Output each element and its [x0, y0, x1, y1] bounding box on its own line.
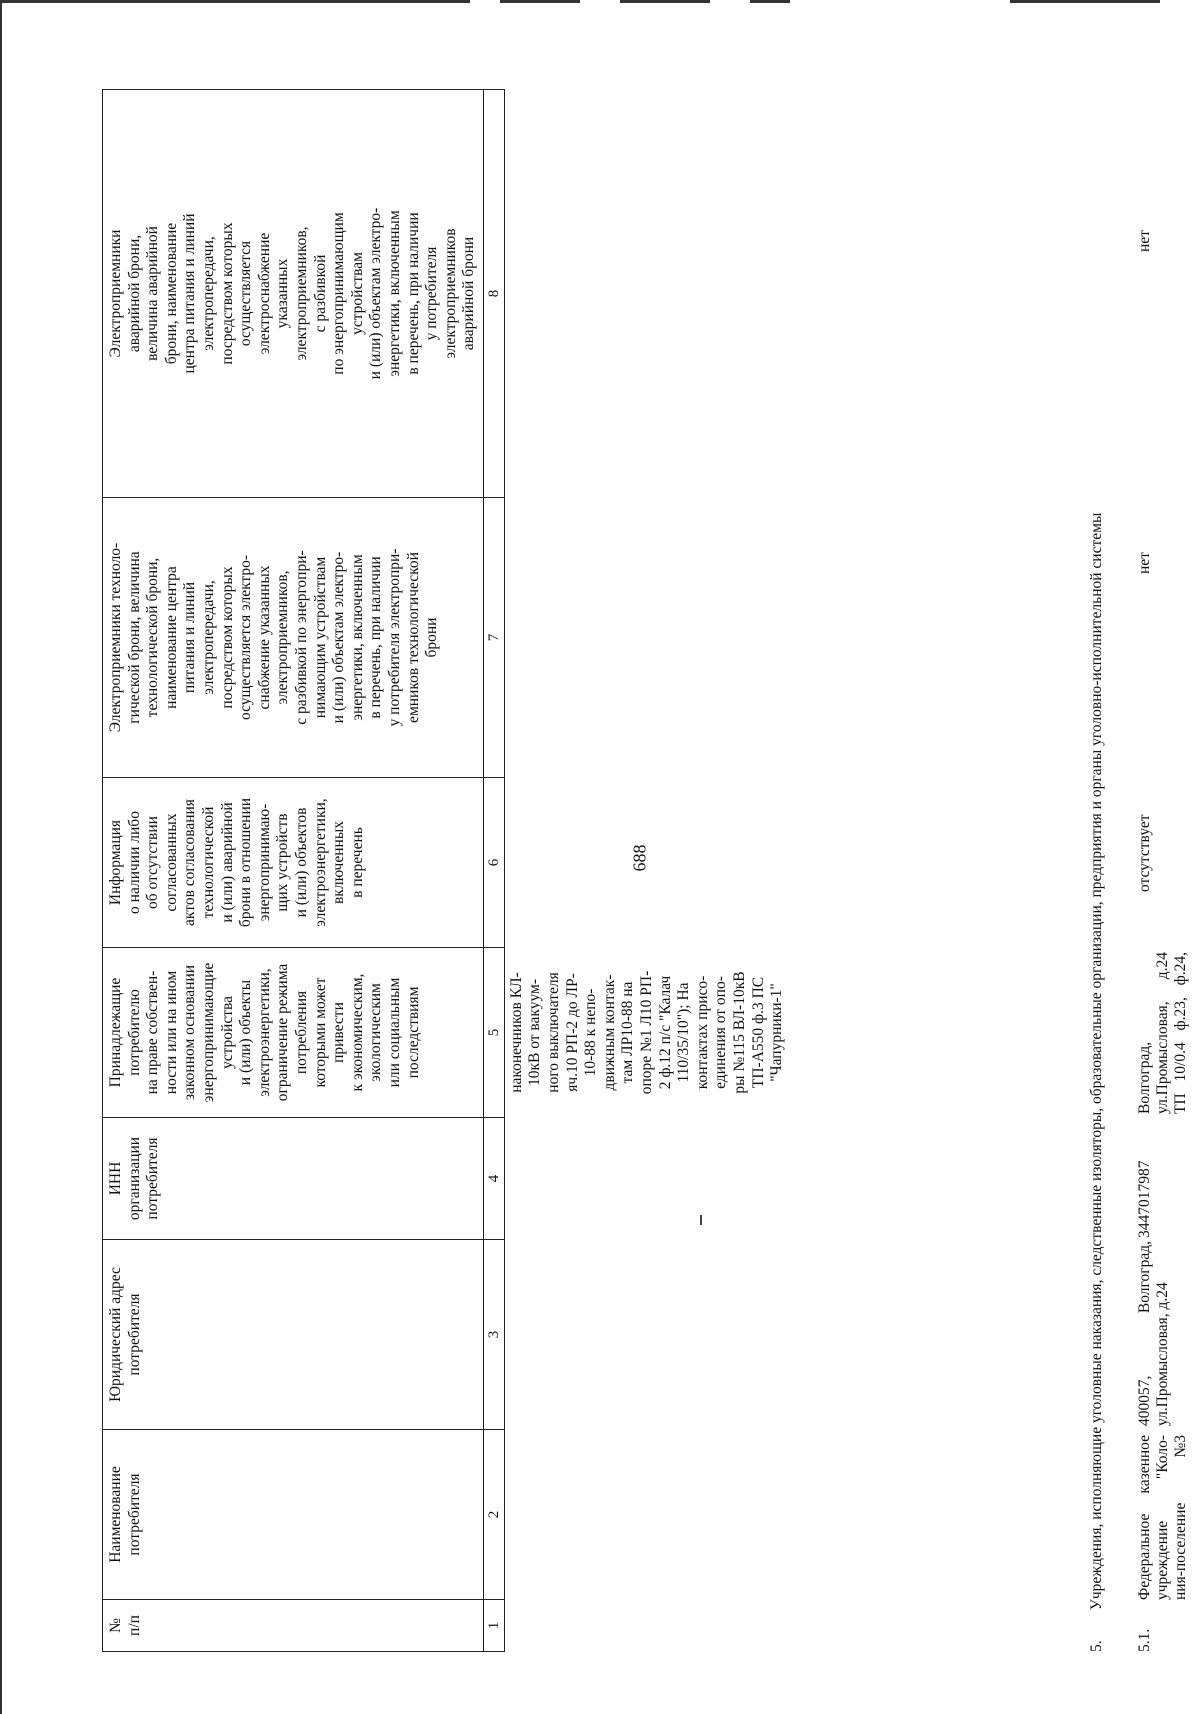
column-number: 2 [483, 1430, 504, 1600]
continuation-row [504, 90, 789, 1652]
section-title: Учреждения, исполняющие уголовные наказания, следственные изоляторы, образовательные организации, предприятия и органы уголовно-исполнительной системы [1088, 512, 1105, 1611]
header-cell: Электроприемники аварийной брони, величина аварийной брони, наименование центра питания и линий электропередачи, посредством которых осуществляется электроснабжение указанных электроприемников, с разбивкой по энергопринимающим устройствам и (или) объектам электро- энергетики, включенным в перечень, при наличии у потребителя электроприемников аварийной брони [103, 90, 484, 498]
page-number: 688 [629, 844, 650, 872]
column-number: 3 [483, 1240, 504, 1430]
section-number: 5. [1088, 1640, 1105, 1652]
header-cell: Электроприемники техноло- гической брони, величина технологической брони, наименование центра питания и линий электропередачи, посредством которых осуществляется электро- снабжение указанных электроприемников, с разбивкой по энергопри- нимающим устройствам и (или) объектам электро- энергетики, включенным в перечень, при наличии у потребителя электропри- емников технологической брони [103, 498, 484, 778]
column-number: 6 [483, 778, 504, 948]
header-cell: Наименование потребителя [103, 1430, 484, 1600]
legal-address: 400057, Волгоград, ул.Промысловая, д.24 [1136, 1241, 1171, 1426]
facility-info: Волгоград, ул.Промысловая, д.24 ТП 10/0.4 ф.23, ф.24, [1136, 952, 1189, 1114]
col6-value: отсутствует [1136, 814, 1153, 892]
row-number: 5.1. [1136, 1628, 1153, 1652]
consumer-table [102, 89, 790, 1652]
section-heading [1088, 513, 1106, 1652]
column-number: 7 [483, 498, 504, 778]
scan-edge-segment [620, 0, 710, 3]
inn-value: 3447017987 [1136, 1160, 1153, 1238]
scan-edge-segment [1010, 0, 1160, 3]
scan-edge-segment [500, 0, 580, 3]
header-cell: Информация о наличии либо об отсутствии согласованных актов согласования технологической и (или) аварийной брони в отношении энергопринимаю- щих устройств и (или) объектов электроэнергетики, включенных в перечень [103, 778, 484, 948]
continuation-cell: наконечников КЛ- 10кВ от вакуум- ного выключателя яч.10 РП-2 до ЛР- 10-88 к непо- движным контак- там ЛР10-88 на опоре №1 Л10 РП- 2 ф.12 п/с "Калач 110/35/10"); На контактах присо- единения от опо- ры №115 ВЛ-10кВ ТП-А550 ф.3 ПС "Чапурники-1" [504, 948, 789, 1118]
col8-value: нет [1136, 230, 1153, 252]
rotated-page-content [48, 52, 1188, 1652]
table-header-row [103, 90, 484, 1652]
scan-top-edge [0, 0, 1200, 14]
column-number-row [483, 90, 504, 1652]
header-cell: Принадлежащие потребителю на праве собствен- ности или на ином законном основании энергопринимающие устройства и (или) объекты электроэнергетики, ограничение режима потребления которыми может привести к экономическим, экологическим или социальным последствиям [103, 948, 484, 1118]
scan-edge-segment [750, 0, 790, 3]
column-number: 1 [483, 1600, 504, 1652]
header-cell: ИНН организации потребителя [103, 1118, 484, 1240]
scan-edge-segment [0, 0, 470, 3]
header-cell: № п/п [103, 1600, 484, 1652]
col7-value: нет [1136, 552, 1153, 574]
column-number: 8 [483, 90, 504, 498]
column-number: 4 [483, 1118, 504, 1240]
consumer-name: Федеральное казенное учреждение "Коло- ния-поселение №3 [1136, 1435, 1189, 1600]
column-number: 5 [483, 948, 504, 1118]
header-cell: Юридический адрес потребителя [103, 1240, 484, 1430]
scan-mark [700, 1215, 702, 1225]
scan-left-edge [0, 0, 2, 1714]
